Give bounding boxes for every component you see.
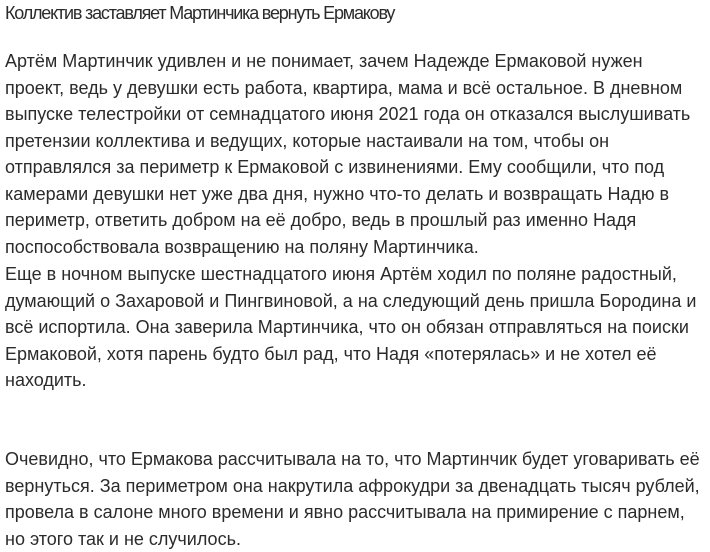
article — [5, 0, 709, 25]
paragraph-line: вернуться. За периметром она накрутила афрокудри за двенадцать тысяч рублей, — [5, 473, 700, 500]
paragraph-line: провела в салоне много времени и явно рассчитывала на примирение с парнем, — [5, 499, 700, 526]
article-title: Коллектив заставляет Мартинчика вернуть Ермакову — [5, 0, 709, 25]
paragraph-line: думающий о Захаровой и Пингвиновой, а на следующий день пришла Бородина и — [5, 288, 696, 315]
paragraph-line: выпуске телестройки от семнадцатого июня 2021 года он отказался выслушивать — [5, 101, 690, 128]
paragraph-line: проект, ведь у девушки есть работа, квартира, мама и всё остальное. В дневном — [5, 75, 690, 102]
paragraph-line: Артём Мартинчик удивлен и не понимает, зачем Надежде Ермаковой нужен — [5, 48, 690, 75]
paragraph-line: Ермаковой, хотя парень будто был рад, что Надя «потерялась» и не хотел её — [5, 341, 696, 368]
paragraph-line: камерами девушки нет уже два дня, нужно что-то делать и возвращать Надю в — [5, 181, 690, 208]
article-paragraph-1 — [5, 48, 690, 260]
paragraph-line: Еще в ночном выпуске шестнадцатого июня Артём ходил по поляне радостный, — [5, 261, 696, 288]
paragraph-line: периметр, ответить добром на её добро, ведь в прошлый раз именно Надя — [5, 207, 690, 234]
article-paragraph-3 — [5, 446, 700, 552]
paragraph-line: Очевидно, что Ермакова рассчитывала на то, что Мартинчик будет уговаривать её — [5, 446, 700, 473]
paragraph-line: претензии коллектива и ведущих, которые настаивали на том, чтобы он — [5, 128, 690, 155]
paragraph-line: находить. — [5, 367, 696, 394]
paragraph-line: отправлялся за периметр к Ермаковой с извинениями. Ему сообщили, что под — [5, 154, 690, 181]
paragraph-line: поспособствовала возвращению на поляну Мартинчика. — [5, 234, 690, 261]
article-paragraph-2 — [5, 261, 696, 394]
paragraph-line: но этого так и не случилось. — [5, 526, 700, 552]
paragraph-line: всё испортила. Она заверила Мартинчика, что он обязан отправляться на поиски — [5, 314, 696, 341]
